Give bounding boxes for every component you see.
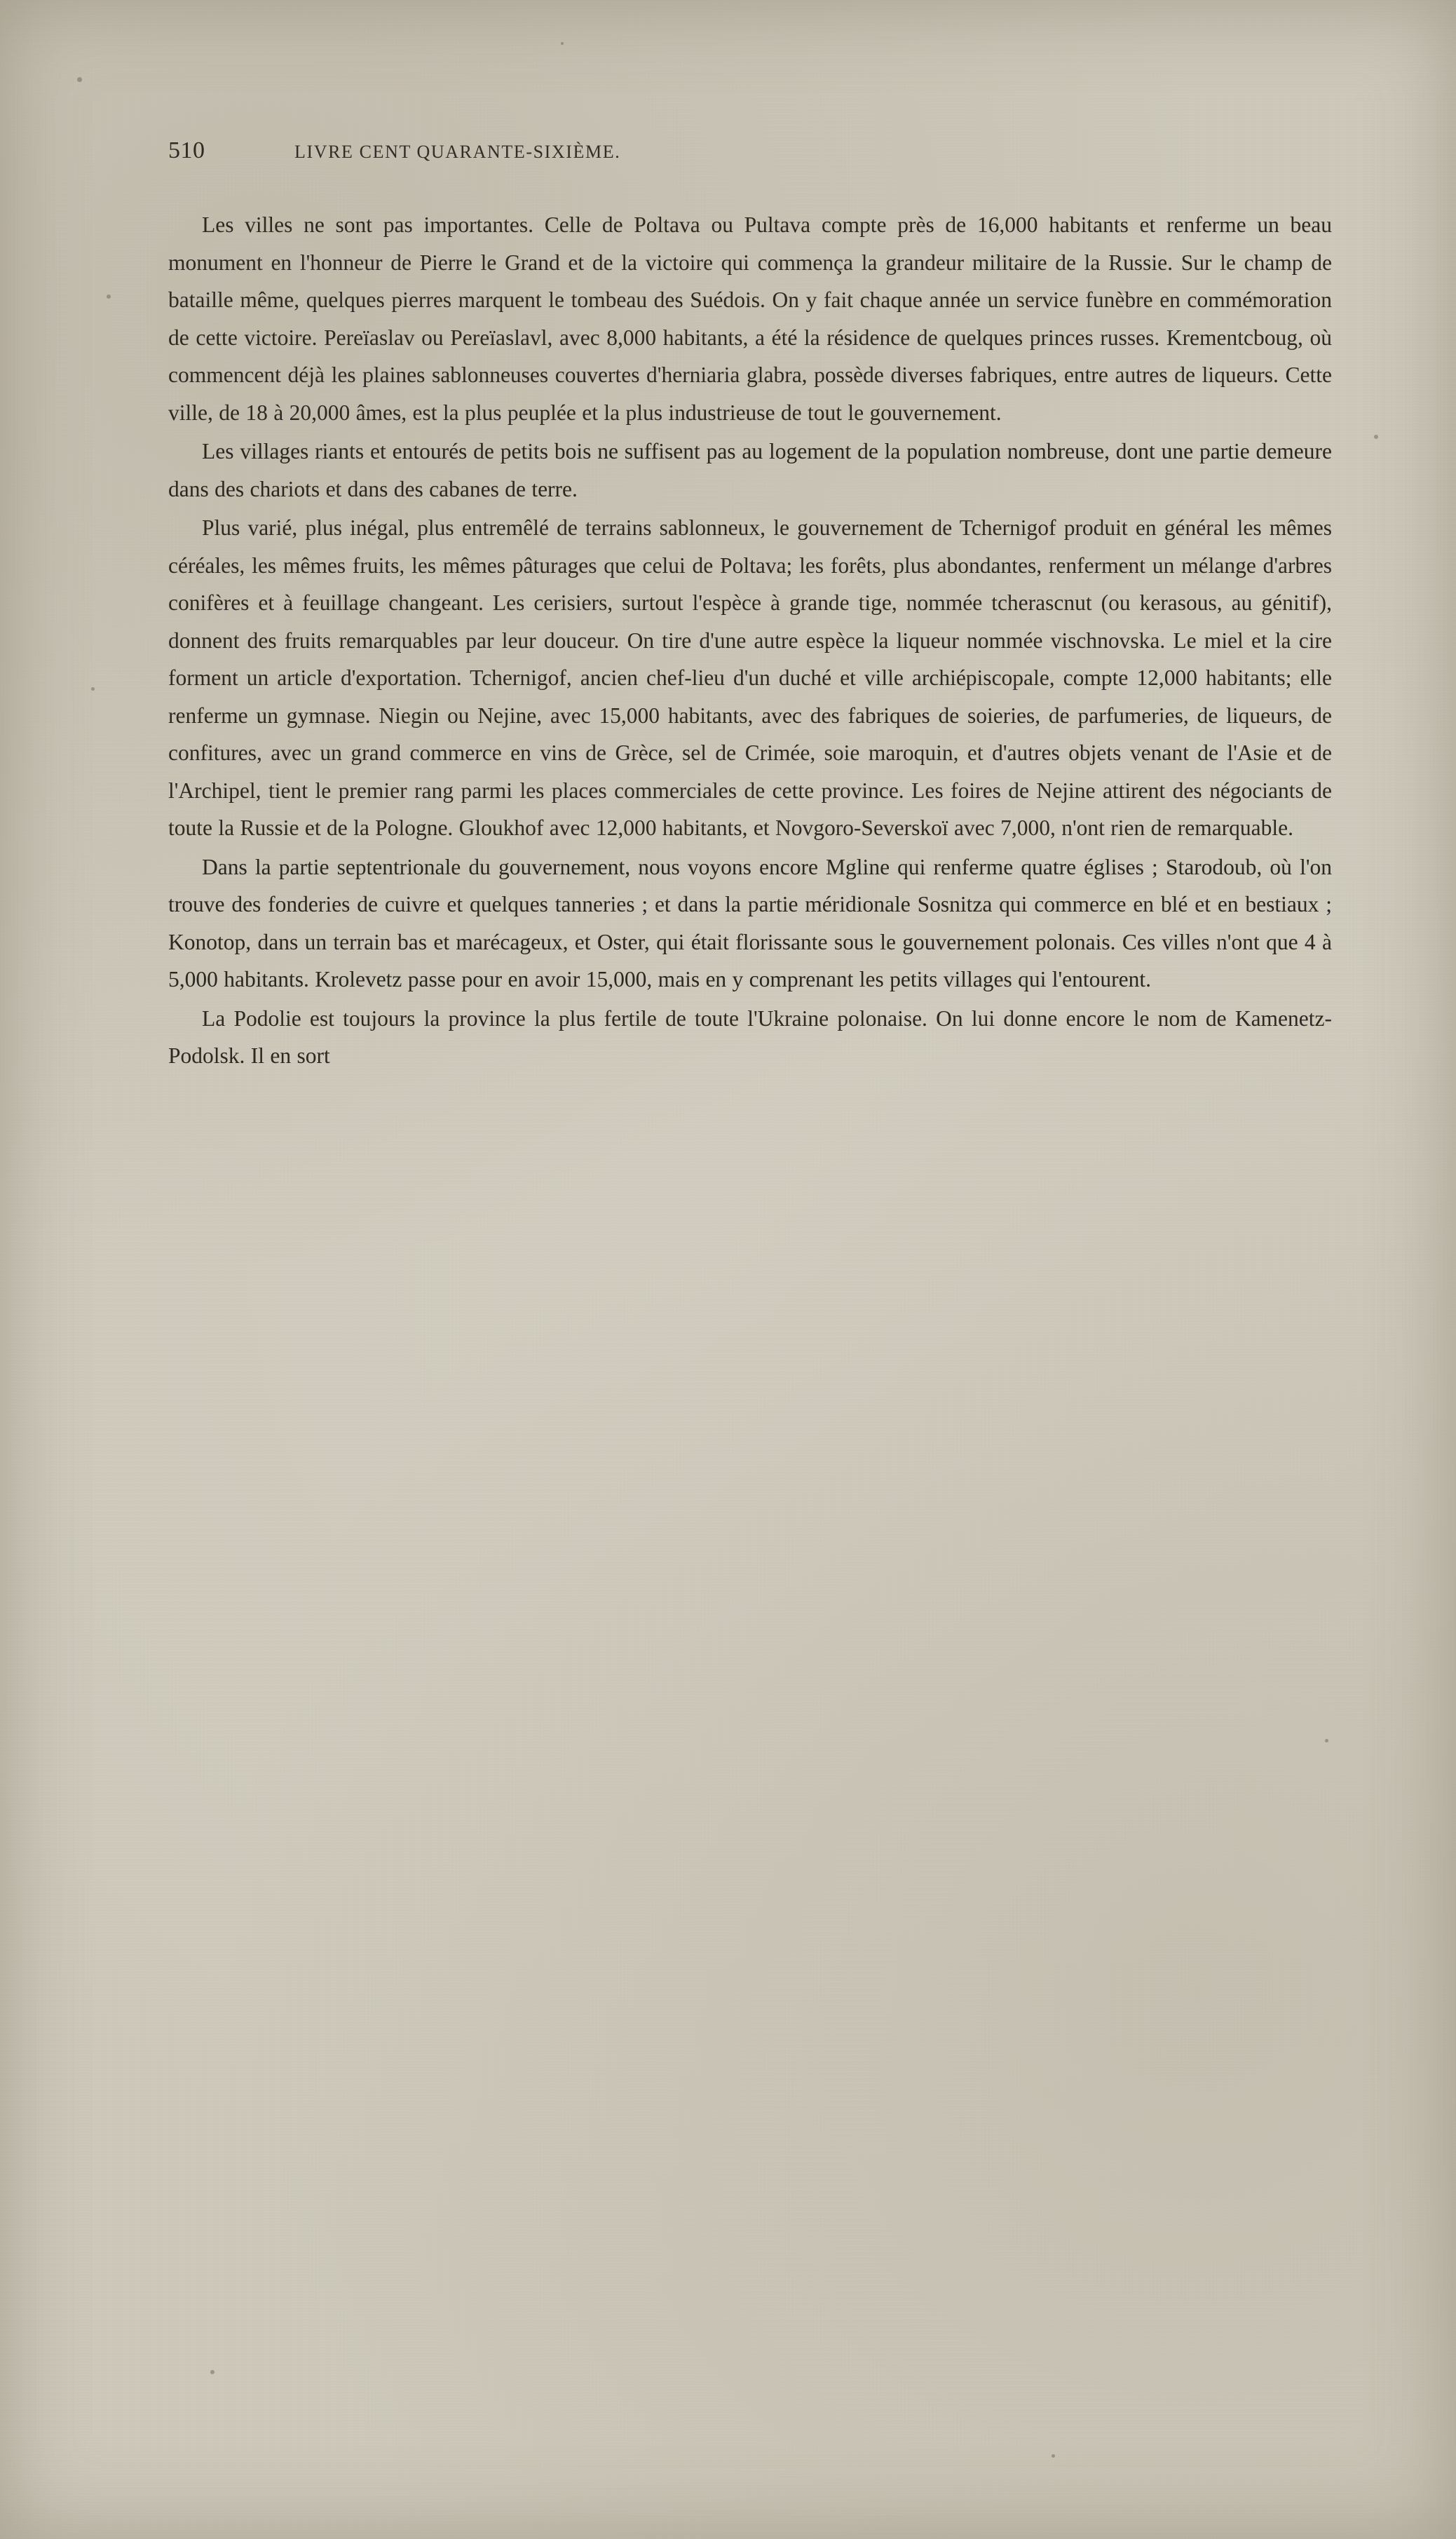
body-paragraph: Les villes ne sont pas importantes. Celle de Poltava ou Pultava compte près de 16,000 habitants et renferme un beau monument en l'honneur de Pierre le Grand et de la victoire qui commença la grandeur militaire de la Russie. Sur le champ de bataille même, quelques pierres marquent le tombeau des Suédois. On y fait chaque année un service funèbre en commémoration de cette victoire. Pereïaslav ou Pereïaslavl, avec 8,000 habitants, a été la résidence de quelques princes russes. Krementcboug, où commencent déjà les plaines sablonneuses couvertes d'herniaria glabra, possède diverses fabriques, entre autres de liqueurs. Cette ville, de 18 à 20,000 âmes, est la plus peuplée et la plus industrieuse de tout le gouvernement. — [168, 212, 1332, 425]
body-paragraph: Dans la partie septentrionale du gouvernement, nous voyons encore Mgline qui renferme quatre églises ; Starodoub, où l'on trouve des fonderies de cuivre et quelques tanneries ; et dans la partie méridionale Sosnitza qui commerce en blé et en bestiaux ; Konotop, dans un terrain bas et marécageux, et Oster, qui était florissante sous le gouvernement polonais. Ces villes n'ont que 4 à 5,000 habitants. Krolevetz passe pour en avoir 15,000, mais en y comprenant les petits villages qui l'entourent. — [168, 854, 1332, 991]
body-paragraph: La Podolie est toujours la province la plus fertile de toute l'Ukraine polonaise. On lui donne encore le nom de Kamenetz-Podolsk. Il en sort — [168, 1006, 1332, 1068]
body-paragraph: Plus varié, plus inégal, plus entremêlé de terrains sablonneux, le gouvernement de Tchernigof produit en général les mêmes céréales, les mêmes fruits, les mêmes pâturages que celui de Poltava; les forêts, plus abondantes, renferment un mélange d'arbres conifères et à feuillage changeant. Les cerisiers, surtout l'espèce à grande tige, nommée tcherascnut (ou kerasous, au génitif), donnent des fruits remarquables par leur douceur. On tire d'une autre espèce la liqueur nommée vischnovska. Le miel et la cire forment un article d'exportation. Tchernigof, ancien chef-lieu d'un duché et ville archiépiscopale, compte 12,000 habitants; elle renferme un gymnase. Niegin ou Nejine, avec 15,000 habitants, avec des fabriques de soieries, de parfumeries, de liqueurs, de confitures, avec un grand commerce en vins de Grèce, sel de Crimée, soie maroquin, et d'autres objets venant de l'Asie et de l'Archipel, tient le premier rang parmi les places commerciales de cette province. Les foires de Nejine attirent des négociants de toute la Russie et de la Pologne. Gloukhof avec 12,000 habitants, et Novgoro-Severskoï avec 7,000, n'ont rien de remarquable. — [168, 515, 1332, 840]
running-head: LIVRE CENT QUARANTE-SIXIÈME. — [294, 142, 621, 162]
page-header — [168, 137, 1332, 164]
body-paragraph: Les villages riants et entourés de petits bois ne suffisent pas au logement de la population nombreuse, dont une partie demeure dans des chariots et dans des cabanes de terre. — [168, 439, 1332, 501]
page-content — [168, 137, 1332, 1076]
page-folio: 510 — [168, 137, 205, 163]
